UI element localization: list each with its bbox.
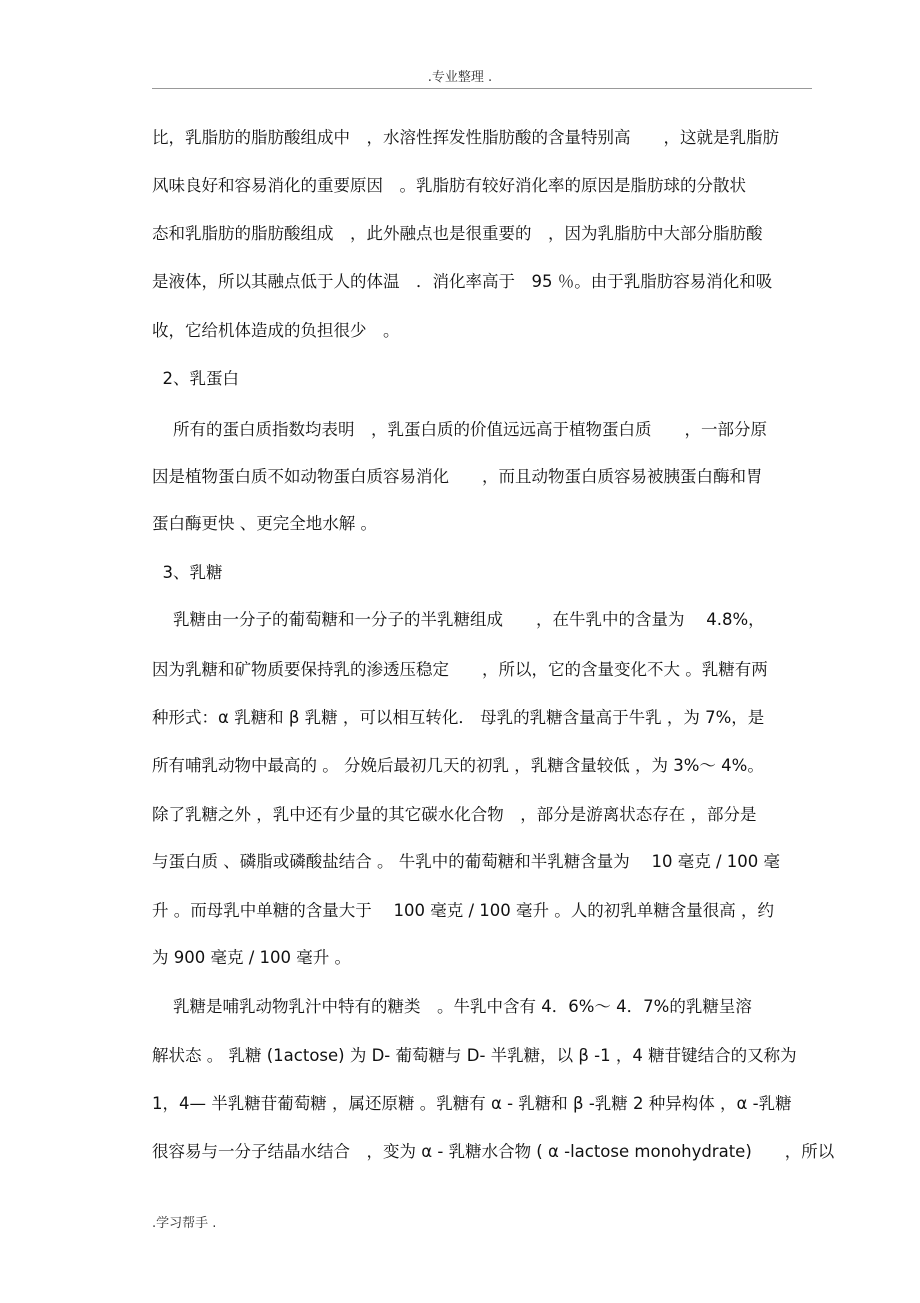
text-line: 蛋白酶更快 、更完全地水解 。 bbox=[152, 514, 377, 533]
text-line: 1，4— 半乳糖苷葡萄糖 ，属还原糖 。乳糖有 α - 乳糖和 β -乳糖 2 种异构体 ，α -乳糖 bbox=[152, 1094, 792, 1113]
text-line: 所有的蛋白质指数均表明 ，乳蛋白质的价值远远高于植物蛋白质 ，一部分原 bbox=[152, 420, 767, 439]
text-line: 因为乳糖和矿物质要保持乳的渗透压稳定 ，所以，它的含量变化不大 。乳糖有两 bbox=[152, 660, 768, 679]
text-line: 种形式：α 乳糖和 β 乳糖 ，可以相互转化． 母乳的乳糖含量高于牛乳 ，为 7%，是 bbox=[152, 708, 765, 727]
section-heading: 2、乳蛋白 bbox=[152, 369, 239, 388]
text-line: 是液体，所以其融点低于人的体温 ．消化率高于 95 ％。由于乳脂肪容易消化和吸 bbox=[152, 272, 773, 291]
text-line: 升 。而母乳中单糖的含量大于 100 毫克 / 100 毫升 。人的初乳单糖含量很高 ，约 bbox=[152, 901, 775, 920]
page-footer: .学习帮手 . bbox=[152, 1216, 217, 1231]
text-line: 收，它给机体造成的负担很少 。 bbox=[152, 321, 400, 340]
text-line: 除了乳糖之外 ，乳中还有少量的其它碳水化合物 ，部分是游离状态存在 ，部分是 bbox=[152, 805, 757, 824]
text-line: 因是植物蛋白质不如动物蛋白质容易消化 ，而且动物蛋白质容易被胰蛋白酶和胃 bbox=[152, 467, 763, 486]
text-line: 乳糖由一分子的葡萄糖和一分子的半乳糖组成 ，在牛乳中的含量为 4.8%， bbox=[152, 610, 765, 629]
header-divider bbox=[152, 88, 812, 89]
text-line: 为 900 毫克 / 100 毫升 。 bbox=[152, 948, 352, 967]
text-line: 与蛋白质 、磷脂或磷酸盐结合 。 牛乳中的葡萄糖和半乳糖含量为 10 毫克 / 100 毫 bbox=[152, 852, 781, 871]
text-line: 很容易与一分子结晶水结合 ，变为 α - 乳糖水合物 ( α -lactose monohydrate) ，所以 bbox=[152, 1142, 835, 1161]
section-heading: 3、乳糖 bbox=[152, 563, 223, 582]
text-line: 所有哺乳动物中最高的 。 分娩后最初几天的初乳 ，乳糖含量较低 ，为 3%～ 4%。 bbox=[152, 756, 764, 775]
page-header: .专业整理 . bbox=[427, 70, 493, 85]
text-line: 风味良好和容易消化的重要原因 。乳脂肪有较好消化率的原因是脂肪球的分散状 bbox=[152, 176, 746, 195]
text-line: 态和乳脂肪的脂肪酸组成 ，此外融点也是很重要的 ，因为乳脂肪中大部分脂肪酸 bbox=[152, 224, 763, 243]
text-line: 解状态 。 乳糖 (1actose) 为 D- 葡萄糖与 D- 半乳糖，以 β -1 ，4 糖苷键结合的又称为 bbox=[152, 1046, 797, 1065]
text-line: 乳糖是哺乳动物乳汁中特有的糖类 。牛乳中含有 4．6%～ 4．7%的乳糖呈溶 bbox=[152, 997, 752, 1016]
text-line: 比，乳脂肪的脂肪酸组成中 ，水溶性挥发性脂肪酸的含量特别高 ，这就是乳脂肪 bbox=[152, 128, 779, 147]
